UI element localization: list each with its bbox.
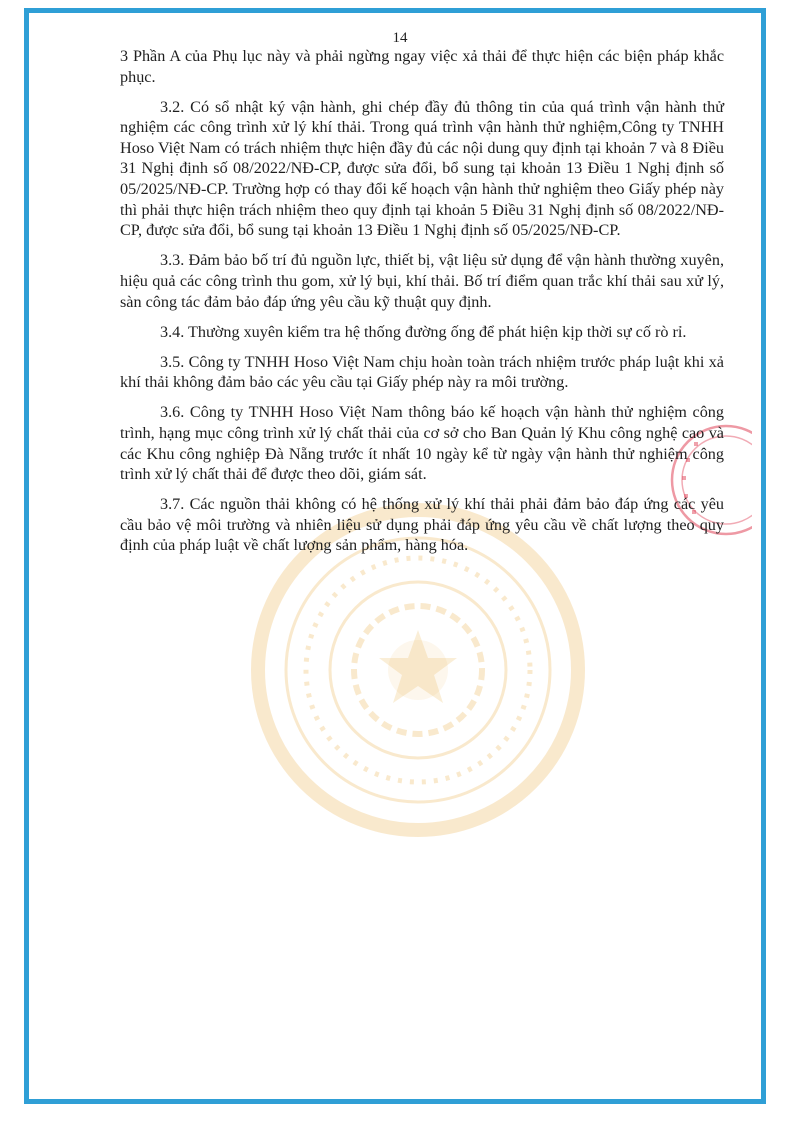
paragraph-3-1-continuation: 3 Phần A của Phụ lục này và phải ngừng ngay việc xả thải để thực hiện các biện pháp khắc phục.	[120, 47, 724, 86]
paragraph-3-2: 3.2. Có sổ nhật ký vận hành, ghi chép đầy đủ thông tin của quá trình vận hành thử nghiệm các công trình xử lý khí thải. Trong quá trình vận hành thử nghiệm,Công ty TNHH Hoso Việt Nam có trách nhiệm thực hiện đầy đủ các nội dung quy định tại khoản 7 và 8 Điều 31 Nghị định số 08/2022/NĐ-CP, được sửa đổi, bổ sung tại khoản 13 Điều 1 Nghị định số 05/2025/NĐ-CP. Trường hợp có thay đổi kế hoạch vận hành thử nghiệm theo Giấy phép này thì phải thực hiện trách nhiệm theo quy định tại khoản 5 Điều 31 Nghị định số 08/2022/NĐ-CP, được sửa đổi, bổ sung tại khoản 13 Điều 1 Nghị định số 05/2025/NĐ-CP.	[120, 97, 724, 240]
paragraph-3-5: 3.5. Công ty TNHH Hoso Việt Nam chịu hoàn toàn trách nhiệm trước pháp luật khi xả khí thải không đảm bảo các yêu cầu tại Giấy phép này ra môi trường.	[120, 352, 724, 392]
paragraph-3-7: 3.7. Các nguồn thải không có hệ thống xử lý khí thải phải đảm bảo đáp ứng các yêu cầu bảo vệ môi trường và nhiên liệu sử dụng phải đáp ứng yêu cầu về chất lượng theo quy định của pháp luật về chất lượng sản phẩm, hàng hóa.	[120, 495, 724, 555]
paragraph-3-3: 3.3. Đảm bảo bố trí đủ nguồn lực, thiết bị, vật liệu sử dụng để vận hành thường xuyên, hiệu quả các công trình thu gom, xử lý bụi, khí thải. Bố trí điểm quan trắc khí thải sau xử lý, sàn công tác đảm bảo đáp ứng yêu cầu kỹ thuật quy định.	[120, 251, 724, 311]
paragraph-3-4: 3.4. Thường xuyên kiểm tra hệ thống đường ống để phát hiện kịp thời sự cố rò rỉ.	[160, 322, 687, 341]
document-body	[120, 46, 724, 566]
page-number: 14	[392, 30, 408, 46]
paragraph-3-6: 3.6. Công ty TNHH Hoso Việt Nam thông báo kế hoạch vận hành thử nghiệm công trình, hạng mục công trình xử lý chất thải của cơ sở cho Ban Quản lý Khu công nghệ cao và các Khu công nghiệp Đà Nẵng trước ít nhất 10 ngày kể từ ngày vận hành thử nghiệm công trình xử lý chất thải để được theo dõi, giám sát.	[120, 403, 724, 484]
